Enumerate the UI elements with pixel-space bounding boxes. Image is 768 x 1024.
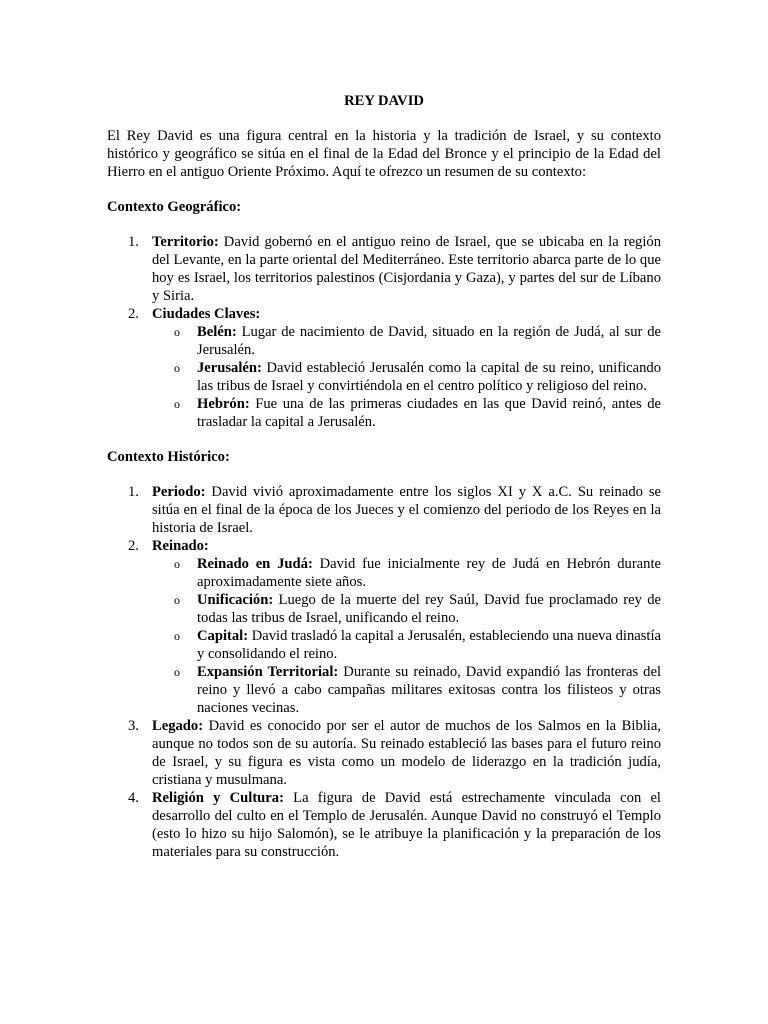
list-item: [107, 483, 661, 537]
bullet-icon: o: [174, 557, 180, 571]
sub-item-label: Expansión Territorial:: [197, 664, 339, 680]
sub-list-item: [152, 555, 661, 591]
sub-list-item: [152, 359, 661, 395]
document-page: [107, 92, 661, 878]
bullet-icon: o: [174, 397, 180, 411]
item-text: David gobernó en el antiguo reino de Israel, que se ubicaba en la región del Levante, en la parte oriental del Mediterráneo. Este territorio abarca parte de lo que hoy es Israel, los territorios palestinos (Cisjordania y Gaza), y partes del sur de Líbano y Siria.: [152, 234, 661, 304]
bullet-icon: o: [174, 325, 180, 339]
sub-list-item: [152, 591, 661, 627]
sub-item-text: David trasladó la capital a Jerusalén, estableciendo una nueva dinastía y consolidando el reino.: [197, 628, 661, 662]
bullet-icon: o: [174, 361, 180, 375]
hist-list: [107, 483, 661, 861]
item-label: Religión y Cultura:: [152, 790, 284, 806]
bullet-icon: o: [174, 593, 180, 607]
sub-item-text: Fue una de las primeras ciudades en las que David reinó, antes de trasladar la capital a Jerusalén.: [197, 396, 661, 430]
list-item: [107, 717, 661, 789]
bullet-icon: o: [174, 665, 180, 679]
sub-item-label: Reinado en Judá:: [197, 556, 313, 572]
sub-list-item: [152, 663, 661, 717]
item-label: Legado:: [152, 718, 204, 734]
bullet-icon: o: [174, 629, 180, 643]
item-label: Ciudades Claves:: [152, 306, 261, 322]
list-item: [107, 305, 661, 431]
sub-item-text: David fue inicialmente rey de Judá en Hebrón durante aproximadamente siete años.: [197, 556, 661, 590]
sub-item-text: Lugar de nacimiento de David, situado en la región de Judá, al sur de Jerusalén.: [197, 324, 661, 358]
list-item: [107, 789, 661, 861]
item-label: Territorio:: [152, 234, 219, 250]
sub-list-item: [152, 323, 661, 359]
list-item: [107, 537, 661, 717]
sub-item-label: Capital:: [197, 628, 249, 644]
sub-item-text: David estableció Jerusalén como la capital de su reino, unificando las tribus de Israel y convirtiéndola en el centro político y religioso del reino.: [197, 360, 661, 394]
item-text: David es conocido por ser el autor de muchos de los Salmos en la Biblia, aunque no todos son de su autoría. Su reinado estableció las bases para el futuro reino de Israel, y su figura es vista como un modelo de liderazgo en la tradición judía, cristiana y musulmana.: [152, 718, 661, 788]
sub-list: [152, 555, 661, 717]
sub-list: [152, 323, 661, 431]
list-number: 1.: [128, 234, 139, 250]
sub-item-label: Unificación:: [197, 592, 274, 608]
geo-heading: Contexto Geográfico:: [107, 199, 242, 215]
hist-heading: Contexto Histórico:: [107, 449, 230, 465]
list-number: 2.: [128, 538, 139, 554]
intro-paragraph: El Rey David es una figura central en la historia y la tradición de Israel, y su contexto histórico y geográfico se sitúa en el final de la Edad del Bronce y el principio de la Edad del Hierro en el antiguo Oriente Próximo. Aquí te ofrezco un resumen de su contexto:: [107, 128, 661, 180]
geo-list: [107, 233, 661, 431]
list-number: 4.: [128, 790, 139, 806]
list-number: 1.: [128, 484, 139, 500]
document-title: REY DAVID: [344, 93, 424, 109]
item-label: Reinado:: [152, 538, 209, 554]
sub-list-item: [152, 627, 661, 663]
item-text: La figura de David está estrechamente vinculada con el desarrollo del culto en el Templo de Jerusalén. Aunque David no construyó el Templo (esto lo hizo su hijo Salomón), se le atribuye la planificación y la preparación de los materiales para su construcción.: [152, 790, 661, 860]
sub-item-label: Jerusalén:: [197, 360, 262, 376]
item-text: David vivió aproximadamente entre los siglos XI y X a.C. Su reinado se sitúa en el final de la época de los Jueces y el comienzo del periodo de los Reyes en la historia de Israel.: [152, 484, 661, 536]
sub-item-text: Luego de la muerte del rey Saúl, David fue proclamado rey de todas las tribus de Israel, unificando el reino.: [197, 592, 661, 626]
sub-list-item: [152, 395, 661, 431]
item-label: Periodo:: [152, 484, 206, 500]
list-number: 2.: [128, 306, 139, 322]
sub-item-text: Durante su reinado, David expandió las fronteras del reino y llevó a cabo campañas militares exitosas contra los filisteos y otras naciones vecinas.: [197, 664, 661, 716]
list-number: 3.: [128, 718, 139, 734]
sub-item-label: Belén:: [197, 324, 237, 340]
list-item: [107, 233, 661, 305]
sub-item-label: Hebrón:: [197, 396, 250, 412]
